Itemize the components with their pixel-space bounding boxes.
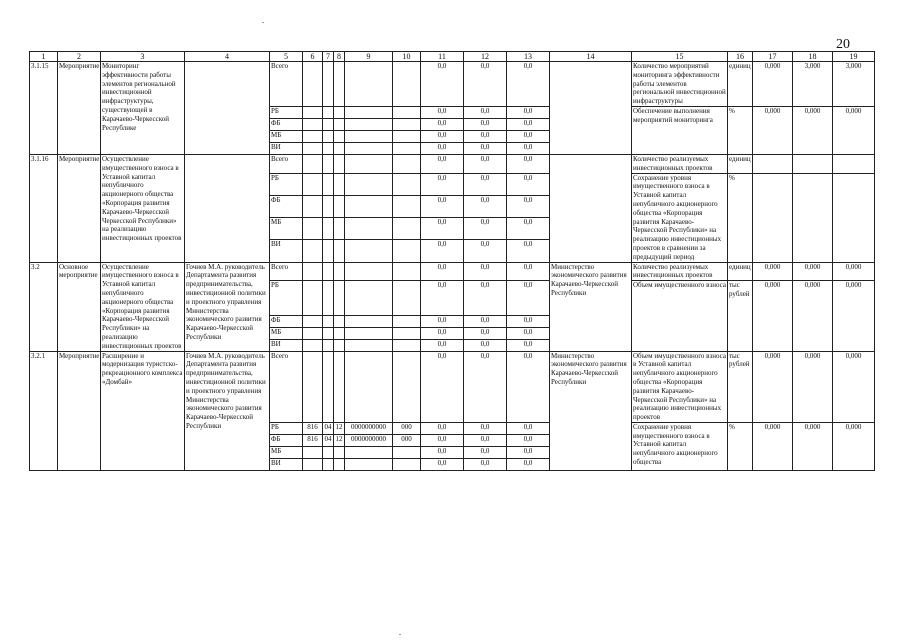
indicator-value-19: [833, 154, 875, 173]
funding-source: ВИ: [270, 458, 303, 470]
funding-source: ФБ: [270, 434, 303, 446]
indicator-value-19: 0,000: [833, 422, 875, 470]
budget-code-rz: 04: [323, 434, 334, 446]
budget-code-grbs: [303, 281, 323, 315]
item-type: Мероприятие: [58, 154, 101, 262]
header-cell: 13: [507, 52, 550, 62]
budget-code-pr: [334, 327, 345, 339]
budget-code-pr: [334, 195, 345, 217]
amount-col13: 0,0: [507, 106, 550, 118]
amount-col11: 0,0: [421, 351, 464, 422]
header-cell: 1: [30, 52, 58, 62]
budget-code-vr: [393, 195, 421, 217]
amount-col13: 0,0: [507, 218, 550, 240]
amount-col11: 0,0: [421, 339, 464, 351]
item-code: 3.2: [30, 262, 58, 351]
budget-code-rz: [323, 327, 334, 339]
funding-source: РБ: [270, 422, 303, 434]
budget-code-csr: [345, 173, 393, 195]
budget-code-vr: 000: [393, 434, 421, 446]
item-name: Расширение и модернизация туристско-рекреационного комплекса «Домбай»: [101, 351, 185, 470]
funding-source: МБ: [270, 327, 303, 339]
indicator-name: Сохранение уровня имущественного взноса в Уставной капитал непубличного акционерного общества: [632, 422, 728, 470]
header-cell: 17: [753, 52, 793, 62]
budget-code-pr: 12: [334, 422, 345, 434]
budget-code-pr: [334, 130, 345, 142]
item-executor: [185, 62, 270, 155]
budget-code-pr: [334, 118, 345, 130]
budget-code-vr: 000: [393, 422, 421, 434]
budget-code-csr: [345, 106, 393, 118]
indicator-value-18: 0,000: [793, 422, 833, 470]
header-cell: 11: [421, 52, 464, 62]
amount-col11: 0,0: [421, 422, 464, 434]
budget-code-rz: [323, 142, 334, 154]
budget-code-pr: [334, 339, 345, 351]
budget-code-csr: [345, 262, 393, 281]
indicator-name: Количество реализуемых инвестиционных проектов: [632, 262, 728, 281]
responsible-ministry: Министерство экономического развития Карачаево-Черкесской Республики: [550, 351, 632, 470]
header-cell: 15: [632, 52, 728, 62]
item-type: Основное мероприятие: [58, 262, 101, 351]
budget-code-rz: [323, 218, 334, 240]
indicator-unit: единиц: [728, 154, 753, 173]
amount-col12: 0,0: [464, 240, 507, 262]
amount-col12: 0,0: [464, 446, 507, 458]
amount-col13: 0,0: [507, 339, 550, 351]
indicator-value-17: [753, 154, 793, 173]
indicator-value-18: [793, 154, 833, 173]
budget-code-vr: [393, 281, 421, 315]
funding-source: ВИ: [270, 339, 303, 351]
amount-col13: 0,0: [507, 130, 550, 142]
funding-source: РБ: [270, 106, 303, 118]
amount-col13: 0,0: [507, 446, 550, 458]
item-name: Осуществление имущественного взноса в Уставной капитал непубличного акционерного общества «Корпорация развития Карачаево-Черкесской Черкесской Республики» на реализацию инвестиционных проектов: [101, 154, 185, 262]
amount-col13: 0,0: [507, 262, 550, 281]
header-cell: 3: [101, 52, 185, 62]
budget-code-vr: [393, 262, 421, 281]
budget-code-grbs: [303, 240, 323, 262]
indicator-unit: единиц: [728, 262, 753, 281]
budget-code-csr: [345, 327, 393, 339]
indicator-name: Объем имущественного взноса: [632, 281, 728, 351]
amount-col13: 0,0: [507, 315, 550, 327]
budget-code-grbs: [303, 142, 323, 154]
budget-code-rz: [323, 118, 334, 130]
amount-col12: 0,0: [464, 118, 507, 130]
budget-code-pr: [334, 62, 345, 107]
table-row: [30, 351, 875, 422]
header-row: [30, 52, 875, 62]
indicator-unit: %: [728, 422, 753, 470]
funding-source: МБ: [270, 446, 303, 458]
funding-source: ФБ: [270, 118, 303, 130]
indicator-value-18: 0,000: [793, 106, 833, 154]
amount-col12: 0,0: [464, 422, 507, 434]
budget-code-rz: [323, 154, 334, 173]
indicator-value-17: 0,000: [753, 281, 793, 351]
budget-code-vr: [393, 118, 421, 130]
amount-col12: 0,0: [464, 142, 507, 154]
header-cell: 2: [58, 52, 101, 62]
budget-code-csr: [345, 458, 393, 470]
indicator-value-17: [753, 173, 793, 262]
indicator-value-19: 3,000: [833, 62, 875, 107]
budget-code-grbs: [303, 351, 323, 422]
item-executor: Гочиев М.А. руководитель Департамента развития предпринимательства, инвестиционной политики и проектного управления Министерства экономического развития Карачаево-Черкесской Республики: [185, 262, 270, 351]
table-row: [30, 154, 875, 173]
item-type: Мероприятие: [58, 351, 101, 470]
amount-col13: 0,0: [507, 422, 550, 434]
indicator-name: Объем имущественного взноса в Уставной капитал непубличного акционерного общества «Корпорация развития Карачаево-Черкесской Республики» на реализацию инвестиционных проектов: [633, 351, 726, 422]
budget-code-csr: [345, 195, 393, 217]
indicator-value-19: [833, 173, 875, 262]
indicator-unit: тыс рублей: [728, 351, 753, 422]
budget-code-rz: [323, 315, 334, 327]
budget-code-csr: [345, 351, 393, 422]
amount-col11: 0,0: [421, 154, 464, 173]
budget-code-grbs: [303, 446, 323, 458]
budget-code-csr: 0000000000: [345, 422, 393, 434]
budget-code-vr: [393, 339, 421, 351]
program-table: [29, 51, 875, 471]
indicator-value-17: 0,000: [753, 106, 793, 154]
budget-code-pr: [334, 154, 345, 173]
amount-col13: 0,0: [507, 173, 550, 195]
amount-col13: 0,0: [507, 142, 550, 154]
scan-speck: [399, 634, 401, 635]
amount-col12: 0,0: [464, 327, 507, 339]
funding-source: Всего: [270, 262, 303, 281]
budget-code-rz: [323, 446, 334, 458]
responsible-ministry: [550, 62, 632, 155]
budget-code-grbs: 816: [303, 434, 323, 446]
budget-code-csr: [345, 62, 393, 107]
amount-col13: 0,0: [507, 118, 550, 130]
header-cell: 16: [728, 52, 753, 62]
indicator-name: Количество реализуемых инвестиционных проектов: [632, 154, 728, 173]
budget-code-csr: [345, 118, 393, 130]
budget-code-csr: [345, 218, 393, 240]
budget-code-vr: [393, 458, 421, 470]
amount-col12: 0,0: [464, 173, 507, 195]
amount-col11: 0,0: [421, 142, 464, 154]
amount-col13: 0,0: [507, 327, 550, 339]
budget-code-rz: [323, 339, 334, 351]
amount-col11: 0,0: [421, 218, 464, 240]
budget-code-csr: [345, 339, 393, 351]
budget-code-grbs: [303, 315, 323, 327]
funding-source: РБ: [270, 173, 303, 195]
amount-col13: 0,0: [507, 434, 550, 446]
amount-col13: 0,0: [507, 240, 550, 262]
funding-source: Всего: [270, 154, 303, 173]
budget-code-pr: [334, 351, 345, 422]
funding-source: ВИ: [270, 142, 303, 154]
amount-col12: 0,0: [464, 315, 507, 327]
indicator-value-17: 0,000: [753, 262, 793, 281]
header-cell: 10: [393, 52, 421, 62]
item-name: Мониторинг эффективности работы элементов региональной инвестиционной инфраструктуры, существующей в Карачаево-Черкесской Республике: [101, 62, 185, 155]
amount-col12: 0,0: [464, 434, 507, 446]
amount-col11: 0,0: [421, 195, 464, 217]
indicator-value-19: 0,000: [833, 262, 875, 281]
header-cell: 4: [185, 52, 270, 62]
budget-code-grbs: [303, 327, 323, 339]
budget-code-rz: [323, 62, 334, 107]
header-cell: 9: [345, 52, 393, 62]
amount-col13: 0,0: [507, 154, 550, 173]
budget-code-vr: [393, 351, 421, 422]
amount-col11: 0,0: [421, 434, 464, 446]
amount-col11: 0,0: [421, 240, 464, 262]
budget-code-rz: [323, 240, 334, 262]
budget-code-csr: [345, 315, 393, 327]
budget-code-vr: [393, 327, 421, 339]
funding-source: ВИ: [270, 240, 303, 262]
indicator-value-18: 0,000: [793, 351, 833, 422]
amount-col11: 0,0: [421, 458, 464, 470]
budget-code-grbs: [303, 154, 323, 173]
indicator-value-19: 0,000: [833, 106, 875, 154]
header-cell: 5: [270, 52, 303, 62]
budget-code-vr: [393, 130, 421, 142]
header-cell: 19: [833, 52, 875, 62]
budget-code-vr: [393, 240, 421, 262]
budget-code-grbs: [303, 118, 323, 130]
indicator-value-19: 0,000: [833, 351, 875, 422]
budget-code-grbs: [303, 458, 323, 470]
amount-col11: 0,0: [421, 62, 464, 107]
budget-code-vr: [393, 218, 421, 240]
budget-code-pr: [334, 106, 345, 118]
budget-code-csr: [345, 142, 393, 154]
amount-col13: 0,0: [507, 195, 550, 217]
indicator-value-18: 0,000: [793, 281, 833, 351]
amount-col12: 0,0: [464, 262, 507, 281]
indicator-unit: единиц: [728, 62, 753, 107]
amount-col13: 0,0: [507, 62, 550, 107]
indicator-name: Обеспечение выполнения мероприятий мониторинга: [632, 106, 728, 154]
budget-code-rz: 04: [323, 422, 334, 434]
budget-code-csr: [345, 240, 393, 262]
budget-code-rz: [323, 281, 334, 315]
budget-code-grbs: [303, 218, 323, 240]
responsible-ministry: [550, 154, 632, 262]
page-number: 20: [836, 37, 850, 52]
budget-code-grbs: [303, 339, 323, 351]
funding-source: ФБ: [270, 195, 303, 217]
indicator-unit: тыс рублей: [728, 281, 753, 351]
budget-code-rz: [323, 458, 334, 470]
header-cell: 8: [334, 52, 345, 62]
funding-source: ФБ: [270, 315, 303, 327]
amount-col12: 0,0: [464, 154, 507, 173]
budget-code-grbs: [303, 130, 323, 142]
indicator-value-17: 0,000: [753, 62, 793, 107]
funding-source: МБ: [270, 130, 303, 142]
amount-col11: 0,0: [421, 130, 464, 142]
budget-code-csr: [345, 130, 393, 142]
amount-col11: 0,0: [421, 315, 464, 327]
scan-speck: [262, 22, 264, 23]
budget-code-rz: [323, 173, 334, 195]
indicator-value-18: 0,000: [793, 262, 833, 281]
budget-code-pr: [334, 173, 345, 195]
table-row: [30, 262, 875, 281]
amount-col13: 0,0: [507, 351, 550, 422]
header-cell: 18: [793, 52, 833, 62]
amount-col12: 0,0: [464, 195, 507, 217]
budget-code-rz: [323, 262, 334, 281]
indicator-value-17: 0,000: [753, 351, 793, 422]
indicator-value-19: 0,000: [833, 281, 875, 351]
header-cell: 14: [550, 52, 632, 62]
indicator-name: Сохранение уровня имущественного взноса в Уставной капитал непубличного акционерного общества «Корпорация развития Карачаево-Черкесской Республики» на реализацию инвестиционных проектов в сравнении за предыдущий период: [632, 173, 728, 262]
budget-code-pr: 12: [334, 434, 345, 446]
amount-col12: 0,0: [464, 351, 507, 422]
budget-code-rz: [323, 106, 334, 118]
budget-code-pr: [334, 446, 345, 458]
budget-code-vr: [393, 446, 421, 458]
budget-code-csr: [345, 281, 393, 315]
responsible-ministry: Министерство экономического развития Карачаево-Черкесской Республики: [550, 262, 632, 351]
amount-col12: 0,0: [464, 62, 507, 107]
amount-col13: 0,0: [507, 458, 550, 470]
item-name: Осуществление имущественного взноса в Уставной капитал непубличного акционерного общества «Корпорация развития Карачаево-Черкесской Республики» на реализацию инвестиционных проектов: [101, 262, 185, 351]
indicator-name: Количество мероприятий мониторинга эффективности работы элементов региональной инвестиционной инфраструктуры: [633, 62, 726, 106]
funding-source: РБ: [270, 281, 303, 315]
item-executor: Гочиев М.А. руководитель Департамента развития предпринимательства, инвестиционной политики и проектного управления Министерства экономического развития Карачаево-Черкесской Республики: [185, 351, 270, 470]
header-cell: 12: [464, 52, 507, 62]
indicator-unit: %: [728, 173, 753, 262]
item-code: 3.1.15: [30, 62, 58, 155]
budget-code-grbs: [303, 262, 323, 281]
amount-col12: 0,0: [464, 218, 507, 240]
budget-code-grbs: [303, 106, 323, 118]
budget-code-pr: [334, 315, 345, 327]
budget-code-vr: [393, 142, 421, 154]
amount-col12: 0,0: [464, 106, 507, 118]
amount-col11: 0,0: [421, 173, 464, 195]
budget-code-csr: [345, 446, 393, 458]
amount-col12: 0,0: [464, 339, 507, 351]
amount-col11: 0,0: [421, 118, 464, 130]
amount-col11: 0,0: [421, 262, 464, 281]
budget-code-grbs: [303, 173, 323, 195]
budget-code-rz: [323, 351, 334, 422]
budget-code-pr: [334, 281, 345, 315]
header-cell: 7: [323, 52, 334, 62]
budget-code-rz: [323, 130, 334, 142]
budget-code-grbs: [303, 195, 323, 217]
item-type: Мероприятие: [58, 62, 101, 155]
budget-code-grbs: [303, 62, 323, 107]
amount-col13: 0,0: [507, 281, 550, 315]
table-row: [30, 62, 875, 107]
budget-code-vr: [393, 62, 421, 107]
indicator-value-18: 3,000: [793, 62, 833, 107]
budget-code-vr: [393, 154, 421, 173]
budget-code-vr: [393, 106, 421, 118]
item-code: 3.2.1: [30, 351, 58, 470]
budget-code-pr: [334, 458, 345, 470]
item-code: 3.1.16: [30, 154, 58, 262]
budget-code-vr: [393, 173, 421, 195]
amount-col11: 0,0: [421, 281, 464, 315]
budget-code-pr: [334, 142, 345, 154]
budget-code-vr: [393, 315, 421, 327]
item-executor: [185, 154, 270, 262]
budget-code-pr: [334, 262, 345, 281]
amount-col12: 0,0: [464, 130, 507, 142]
amount-col11: 0,0: [421, 446, 464, 458]
indicator-value-18: [793, 173, 833, 262]
amount-col12: 0,0: [464, 458, 507, 470]
funding-source: Всего: [270, 351, 303, 422]
amount-col11: 0,0: [421, 327, 464, 339]
budget-code-csr: 0000000000: [345, 434, 393, 446]
header-cell: 6: [303, 52, 323, 62]
amount-col12: 0,0: [464, 281, 507, 315]
budget-code-grbs: 816: [303, 422, 323, 434]
budget-code-pr: [334, 218, 345, 240]
indicator-unit: %: [728, 106, 753, 154]
funding-source: МБ: [270, 218, 303, 240]
funding-source: Всего: [270, 62, 303, 107]
amount-col11: 0,0: [421, 106, 464, 118]
budget-code-rz: [323, 195, 334, 217]
indicator-value-17: 0,000: [753, 422, 793, 470]
budget-code-csr: [345, 154, 393, 173]
budget-code-pr: [334, 240, 345, 262]
